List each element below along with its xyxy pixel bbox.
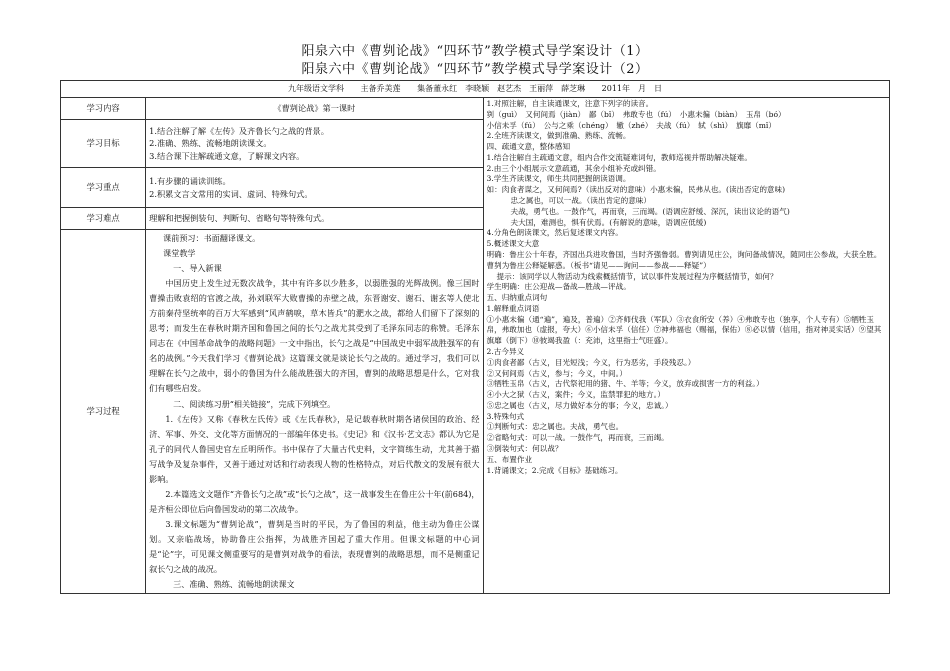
right-line: 5.概述课文大意 (486, 239, 540, 249)
right-line: 五、布置作业 (486, 454, 533, 464)
right-column (483, 98, 889, 594)
right-line: ③倒装句式：何以战？ (486, 444, 563, 453)
goal-item: 1.结合注解了解《左传》及齐鲁长勺之战的背景。 (149, 126, 329, 137)
label-process: 学习过程 (61, 230, 146, 594)
label-hard: 学习难点 (61, 208, 146, 230)
right-line: 2.全班齐读课文，做到准确、熟练、流畅。 (486, 131, 631, 141)
right-line: 4.分角色朗读课文，然后复述课文内容。 (486, 228, 623, 238)
right-line: ③牺牲玉帛（古义，古代祭祀用的猪、牛、羊等；今义，放弃或损害一方的利益。） (486, 379, 764, 389)
value-goals (146, 120, 483, 168)
right-line: 如：肉食者谋之，又何间焉?（读出反对的意味）小惠未徧，民弗从也。(读出否定的意味) (486, 185, 786, 195)
right-line: ①判断句式：忠之属也。夫战，勇气也。 (486, 422, 624, 432)
meta-team: 集备董永红 李晓颖 赵艺杰 王丽萍 薛芝琳 (417, 84, 586, 93)
goal-item: 3.结合课下注解疏通文意，了解课文内容。 (149, 150, 305, 161)
meta-date: 2011年 月 日 (601, 84, 662, 93)
right-line: ②省略句式：可以一战。一鼓作气，再而衰，三而竭。 (486, 433, 669, 443)
process-paragraph: 2.本篇选文文题作“齐鲁长勺之战”或“长勺之战”，这一战事发生在鲁庄公十年(前684)，是齐桓公即位后向鲁国发动的第二次战争。 (149, 488, 480, 514)
key-item: 1.有步骤的诵读训练。 (149, 176, 231, 187)
document-title-1: 阳泉六中《曹刿论战》“四环节”教学模式导学案设计（1） (301, 44, 649, 59)
label-content: 学习内容 (61, 98, 146, 120)
process-paragraph: 中国历史上发生过无数次战争，其中有许多以少胜多，以弱胜强的光辉战例。像三国时曹操击败袁绍的官渡之战，孙刘联军大败曹操的赤壁之战，东晋谢安、谢石、谢玄等人使北方前秦苻坚统率的百万大军感到“风声鹤唳，草木皆兵”的淝水之战，都给人们留下了深刻的思考；而发生在春秋时期齐国和鲁国之间的长勺之战尤其受到了毛泽东同志的称赞。毛泽东同志在《中国革命战争的战略问题》一文中指出，长勺之战是“中国战史中弱军战胜强军的有名的战例。”今天我们学习《曹刿论战》这篇课文就是谈论长勺之战的。通过学习，我们可以理解在长勺之战中，弱小的鲁国为什么能战胜强大的齐国，曹刿的战略思想是什么，它对我们有哪些启发。 (149, 278, 480, 394)
process-line: 二、阅读练习册“相关链接”，完成下列填空。 (173, 398, 336, 409)
right-line: 明确：鲁庄公十年春，齐国出兵进攻鲁国，当时齐强鲁弱。曹刿请见庄公，询问备战情况，随同庄公参战，大获全胜。曹刿为鲁庄公释疑解惑。（板书“请见——询问——参战——释疑”） (486, 249, 882, 270)
right-line: 3.学生齐读课文，师生共同把握朗读语调。 (486, 174, 631, 184)
meta-grade: 九年级语文学科 (288, 84, 344, 93)
right-line: 刿（guì） 又何间焉（jiàn） 鄙（bǐ） 弗敢专也（fú） 小惠未徧（biàn） 玉帛（bó） (486, 109, 786, 119)
right-line: 学生明确：庄公迎战—备战—胜战—评战。 (486, 282, 631, 292)
label-key: 学习重点 (61, 168, 146, 208)
right-line: 小信未孚（fú） 公与之乘（chéng） 辙（zhé） 夫战（fú） 轼（shì） 旗靡（mǐ） (486, 120, 776, 130)
right-line: 1.背诵课文；2.完成《目标》基础练习。 (486, 465, 623, 475)
right-line: 提示：该同学以人物活动为线索概括情节，试以事件发展过程为序概括情节，如何？ (496, 271, 778, 281)
value-process (146, 230, 483, 594)
right-line: ⑤忠之属也（古义，尽力做好本分的事；今义，忠诚。） (486, 400, 673, 410)
document-title-2: 阳泉六中《曹刿论战》“四环节”教学模式导学案设计（2） (301, 62, 649, 77)
right-line: 2.古今异义 (486, 346, 525, 356)
key-item: 2.积累文言文常用的实词、虚词、特殊句式。 (149, 188, 313, 199)
process-line: 一、导入新课 (173, 263, 222, 274)
right-line: 3.特殊句式 (486, 411, 525, 421)
meta-row (61, 81, 890, 98)
right-line: 忠之属也，可以一战。（读出肯定的意味） (510, 196, 652, 206)
process-paragraph: 1.《左传》又称《春秋左氏传》或《左氏春秋》，是记载春秋时期各诸侯国的政治、经济、军事、外交、文化等方面情况的一部编年体史书。《史记》和《汉书·艺文志》都认为它是孔子的同代人鲁国史官左丘明所作。书中保存了大量古代史料，文字简练生动，尤其善于描写战争及复杂事件，又善于通过对话和行动表现人物的性格特点，对后代散文的发展有很大影响。 (149, 413, 480, 484)
process-line: 课堂教学 (163, 248, 196, 259)
value-content: 《曹刿论战》第一课时 (146, 98, 483, 120)
right-line: 1.结合注解自主疏通文意，组内合作交流疑难词句，教师巡视并帮助解决疑难。 (486, 152, 752, 162)
goal-item: 2.准确、熟练、流畅地朗读课文。 (149, 138, 272, 149)
label-goals: 学习目标 (61, 120, 146, 168)
lesson-plan-table (60, 80, 890, 594)
right-line: 夫大国，难测也，惧有伏焉。(有解说的意味，语调应低缓) (510, 217, 707, 227)
process-line: 课前预习：书面翻译课文。 (163, 233, 261, 243)
right-line: 五、归纳重点词句 (486, 293, 548, 303)
right-line: 1.对照注解，自主读通课文，注意下列字的读音。 (486, 99, 654, 108)
value-key (146, 168, 483, 208)
process-paragraph: 3.课文标题为“曹刿论战”，曹刿是当时的平民，为了鲁国的利益，他主动为鲁庄公谋划。又亲临战场，协助鲁庄公指挥，为战胜齐国起了重大作用。但课文标题的中心词是“论”字，可见课文侧重要写的是曹刿对战争的看法，表现曹刿的战略思想，而不是侧重记叙长勺之战的战况。 (149, 518, 480, 575)
right-line: ①肉食者鄙（古义，目光短浅；今义，行为恶劣，手段残忍。） (486, 357, 696, 367)
right-line: 夫战，勇气也。一鼓作气，再而衰，三而竭。(语调应舒缓、深沉，读出议论的语气) (510, 206, 790, 216)
meta-lead: 主备乔美莲 (360, 84, 401, 93)
right-line: 四、疏通文意，整体感知 (486, 142, 571, 152)
right-line: ④小大之狱（古义，案件；今义，监禁罪犯的地方。） (486, 390, 665, 400)
right-line: ②又何间焉（古义，参与；今义，中间。） (486, 368, 628, 378)
process-line: 三、准确、熟练、流畅地朗读课文 (173, 579, 295, 590)
right-line: 2.由三个小组展示文意疏通，其余小组补充或纠错。 (486, 163, 661, 173)
right-line: ①小惠未徧（通“遍”，遍及，普遍）②齐师伐我（军队）③衣食所安（养）④弗敢专也（独享，个人专有）⑤牺牲玉帛，弗敢加也（虚报，夸大）⑥小信未孚（信任）⑦神弗福也（赐福，保佑）⑧必以情（信用，指对神灵实话）⑨望其旗靡（倒下）⑩彼竭我盈（：充沛，这里指士气旺盛）。 (486, 314, 882, 346)
right-line: 1.解释重点词语 (486, 303, 540, 313)
value-hard: 理解和把握倒装句、判断句、省略句等特殊句式。 (146, 208, 483, 230)
